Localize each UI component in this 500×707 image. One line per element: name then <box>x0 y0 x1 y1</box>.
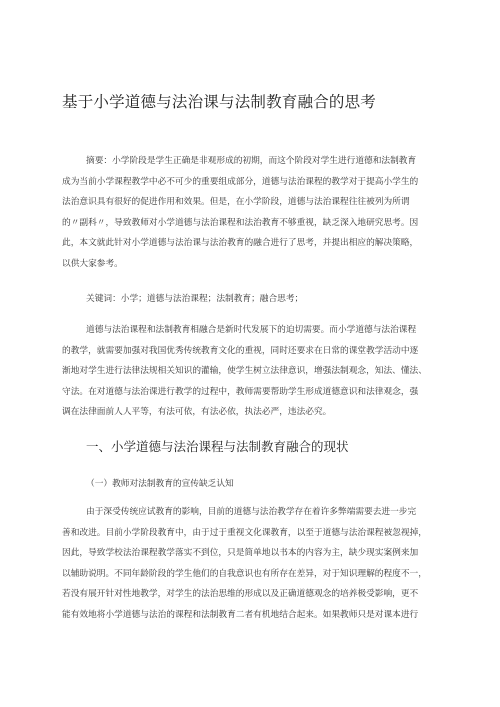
intro-line: 渐地对学生进行法律法规相关知识的灌输，使学生树立法律意识，增强法制观念，知法、懂法、 <box>62 366 427 376</box>
abstract-line: 摘要：小学阶段是学生正确是非观形成的初期，而这个阶段对学生进行道德和法制教育 <box>86 156 417 166</box>
keywords-paragraph <box>62 289 444 310</box>
body-line: 因此，导致学校法治课程教学落实不到位，只是简单地以书本的内容为主，缺少现实案例来加 <box>62 548 419 558</box>
document-title: 基于小学道德与法治课与法制教育融合的思考 <box>62 93 377 111</box>
intro-line: 道德与法治课程和法制教育相融合是新时代发展下的迫切需要。而小学道德与法治课程 <box>86 325 417 335</box>
body-line: 若没有展开针对性地教学，对学生的法治思维的形成以及正确道德观念的培养极受影响，更不 <box>62 589 419 599</box>
body-line: 能有效地将小学道德与法治的课程和法制教育二者有机地结合起来。如果教师只是对课本进行 <box>62 609 419 620</box>
abstract-paragraph <box>62 151 444 274</box>
abstract-line: 的〃副科〃，导致教师对小学道德与法治课程和法治教育不够重视，缺乏深入地研究思考。因 <box>62 217 419 228</box>
keywords-line: 关键词：小学；道德与法治课程；法制教育；融合思考； <box>86 294 304 304</box>
body-line: 由于深受传统应试教育的影响，目前的道德与法治教学存在着许多弊端需要去进一步完 <box>86 507 417 517</box>
abstract-line: 以供大家参考。 <box>62 258 123 269</box>
body-line: 以辅助说明。不同年龄阶段的学生他们的自我意识也有所存在差异，对于知识理解的程度不一， <box>62 568 427 579</box>
intro-line: 守法。在对道德与法治课进行教学的过程中，教师需要帮助学生形成道德意识和法律观念，强 <box>62 386 419 397</box>
abstract-line: 法治意识具有很好的促进作用和效果。但是，在小学阶段，道德与法治课程往往被列为所谓 <box>62 197 410 207</box>
abstract-line: 成为当前小学课程教学中必不可少的重要组成部分，道德与法治课程的教学对于提高小学生的 <box>62 176 419 187</box>
intro-paragraph <box>62 320 444 423</box>
body-paragraph <box>62 502 444 625</box>
intro-line: 调在法律面前人人平等，有法可依，有法必依，执法必严，违法必究。 <box>62 407 332 417</box>
section-heading: 一、小学道德与法治课程与法制教育融合的现状 <box>86 439 349 454</box>
body-line: 善和改进。目前小学阶段教育中，由于过于重视文化课教育，以至于道德与法治课程被忽视掉， <box>62 527 427 538</box>
intro-line: 的教学，就需要加强对我国优秀传统教育文化的重视，同时还要求在日常的课堂教学活动中逐 <box>62 345 419 356</box>
subsection-heading: （一）教师对法制教育的宣传缺乏认知 <box>86 479 234 489</box>
abstract-line: 此，本文就此针对小学道德与法治课与法治教育的融合进行了思考，并提出相应的解决策略， <box>62 238 419 248</box>
